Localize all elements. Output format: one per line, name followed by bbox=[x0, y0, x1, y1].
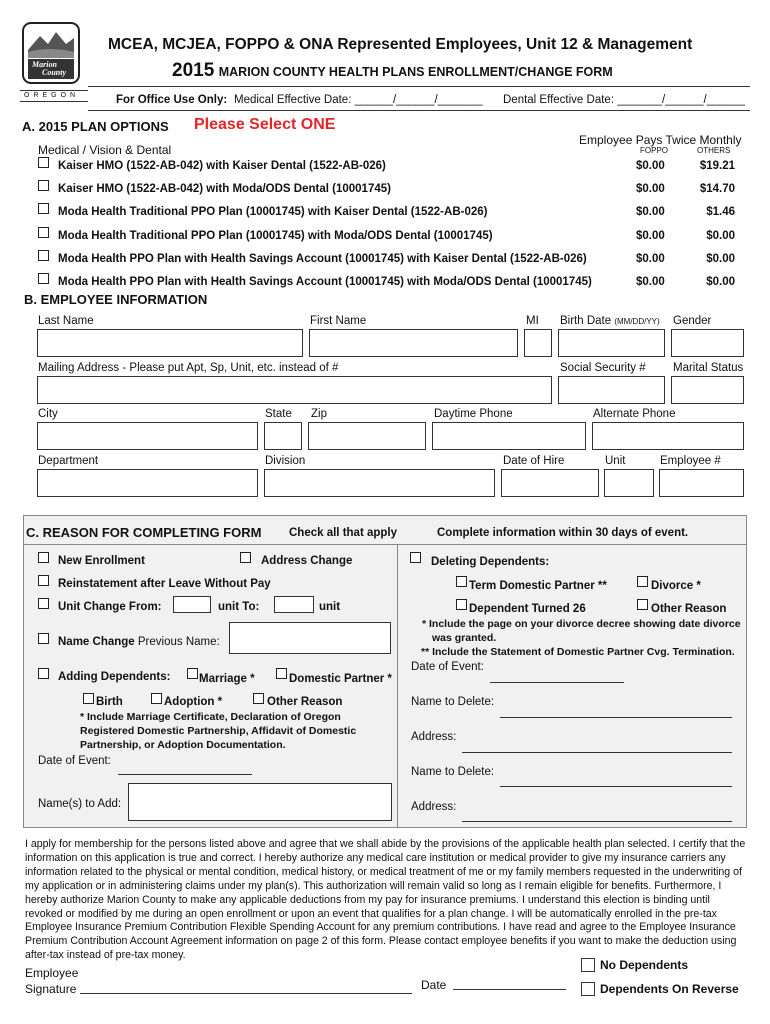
date-of-event-label: Date of Event: bbox=[38, 755, 111, 767]
delete-date-of-event-line[interactable] bbox=[490, 682, 624, 683]
unit-to-label: unit To: bbox=[218, 601, 260, 613]
form-year: 2015 bbox=[172, 60, 215, 81]
adoption-checkbox[interactable] bbox=[151, 693, 162, 704]
name-change-checkbox[interactable] bbox=[38, 633, 49, 644]
dependents-reverse-label: Dependents On Reverse bbox=[600, 982, 739, 996]
dental-effective-date: Dental Effective Date: _______/______/______ bbox=[503, 94, 746, 106]
header-rule bbox=[88, 86, 750, 87]
adding-note-2: Registered Domestic Partnership, Affidavit of Domestic bbox=[80, 725, 357, 737]
deleting-dependents-label: Deleting Dependents: bbox=[431, 556, 550, 568]
unit-to-field[interactable] bbox=[274, 596, 314, 613]
birth-date-label bbox=[560, 315, 660, 327]
division-field[interactable] bbox=[264, 469, 495, 497]
plan-option-name: Moda Health Traditional PPO Plan (10001745) with Kaiser Dental (1522-AB-026) bbox=[58, 206, 488, 218]
plan-option-name: Moda Health PPO Plan with Health Savings Account (10001745) with Moda/ODS Dental (10001745) bbox=[58, 276, 592, 288]
no-dependents-label: No Dependents bbox=[600, 958, 689, 972]
first-name-label: First Name bbox=[310, 315, 367, 327]
name-change-label bbox=[58, 636, 220, 648]
plan-option-checkbox[interactable] bbox=[38, 250, 49, 261]
logo-state: OREGON bbox=[24, 92, 80, 99]
state-field[interactable] bbox=[264, 422, 302, 450]
birth-date-text: Birth Date bbox=[560, 315, 612, 327]
address-label-2: Address: bbox=[411, 801, 457, 813]
term-domestic-partner-label: Term Domestic Partner ** bbox=[469, 580, 607, 592]
authorization-text: I apply for membership for the persons listed above and agree that we shall abide by the provisions of the applicable health plan selected. I certify that the information on this application is true and correct. I hereby authorize any medical care institution or medical provider to give my insurance carriers any information related to the physical or mental condition, medical history, or medical treatment of me or my family members requested in the underwriting of my application or in administering claims under my plan(s). This authorization will remain valid so long as I remain eligible for benefits. Furthermore, I hereby authorize Marion County to make any applicable deductions from my pay for insurance premiums. I understand this election is binding until revoked or modified by me during an open enrollment or upon an event that qualifies for a plan change. I will be automatically enrolled in the pre-tax Employee Insurance Premium Contribution Flexible Spending Account for any premium contributions. I have read and agree to the Employee Insurance Premium Contribution Account Agreement information on page 2 of this form. Please contact employee benefits if you want to make the deduction using after-tax instead of pre-tax money. bbox=[25, 838, 746, 962]
daytime-phone-label: Daytime Phone bbox=[434, 408, 513, 420]
term-domestic-partner-checkbox[interactable] bbox=[456, 576, 467, 587]
logo-text-2: County bbox=[42, 68, 67, 77]
new-enrollment-label: New Enrollment bbox=[58, 555, 145, 567]
adding-note-3: Partnership, or Adoption Documentation. bbox=[80, 739, 286, 751]
divorce-checkbox[interactable] bbox=[637, 576, 648, 587]
marriage-label: Marriage * bbox=[199, 673, 255, 685]
plan-foppo-cost: $0.00 bbox=[636, 206, 665, 218]
check-all-label: Check all that apply bbox=[289, 527, 398, 539]
adding-dependents-label: Adding Dependents: bbox=[58, 671, 171, 683]
dependent-26-checkbox[interactable] bbox=[456, 599, 467, 610]
address-change-label: Address Change bbox=[261, 555, 353, 567]
adding-note-1: * Include Marriage Certificate, Declaration of Oregon bbox=[80, 711, 341, 723]
domestic-partner-label: Domestic Partner * bbox=[289, 673, 392, 685]
employee-label: Employee bbox=[25, 966, 79, 980]
domestic-partner-note: ** Include the Statement of Domestic Partner Cvg. Termination. bbox=[421, 646, 735, 658]
address-change-checkbox[interactable] bbox=[240, 552, 251, 563]
dependent-26-label: Dependent Turned 26 bbox=[469, 603, 586, 615]
unit-change-from-label: Unit Change From: bbox=[58, 601, 162, 613]
date-label: Date bbox=[421, 978, 447, 992]
logo-rule-2 bbox=[20, 101, 88, 102]
signature-label: Signature bbox=[25, 982, 77, 996]
adoption-label: Adoption * bbox=[164, 696, 223, 708]
name-to-delete-label-1: Name to Delete: bbox=[411, 696, 495, 708]
city-label: City bbox=[38, 408, 58, 420]
please-select-one: Please Select ONE bbox=[194, 116, 336, 133]
marion-county-logo bbox=[20, 22, 82, 86]
last-name-label: Last Name bbox=[38, 315, 94, 327]
section-c-divider-h bbox=[23, 544, 747, 545]
zip-label: Zip bbox=[311, 408, 327, 420]
adding-dependents-checkbox[interactable] bbox=[38, 668, 49, 679]
section-c-title: C. REASON FOR COMPLETING FORM bbox=[26, 525, 262, 540]
reinstatement-checkbox[interactable] bbox=[38, 575, 49, 586]
new-enrollment-checkbox[interactable] bbox=[38, 552, 49, 563]
plan-option-name: Moda Health PPO Plan with Health Savings Account (10001745) with Kaiser Dental (1522-AB-026) bbox=[58, 253, 587, 265]
marital-status-label: Marital Status bbox=[673, 362, 744, 374]
plan-option-name: Kaiser HMO (1522-AB-042) with Kaiser Dental (1522-AB-026) bbox=[58, 160, 386, 172]
division-label: Division bbox=[265, 455, 306, 467]
employee-number-label: Employee # bbox=[660, 455, 721, 467]
office-use-label: For Office Use Only: bbox=[116, 94, 228, 106]
last-name-field[interactable] bbox=[37, 329, 303, 357]
form-subtitle: MARION COUNTY HEALTH PLANS ENROLLMENT/CHANGE FORM bbox=[218, 65, 613, 79]
name-to-delete-line-1[interactable] bbox=[500, 717, 732, 718]
col-foppo: FOPPO bbox=[640, 146, 669, 155]
logo-rule bbox=[20, 90, 88, 91]
department-field[interactable] bbox=[37, 469, 258, 497]
gender-field[interactable] bbox=[671, 329, 744, 357]
unit-label: Unit bbox=[605, 455, 626, 467]
city-field[interactable] bbox=[37, 422, 258, 450]
dependents-reverse-checkbox[interactable] bbox=[581, 982, 595, 996]
unit-from-field[interactable] bbox=[173, 596, 211, 613]
name-to-delete-line-2[interactable] bbox=[500, 786, 732, 787]
alternate-phone-field[interactable] bbox=[592, 422, 744, 450]
marital-status-field[interactable] bbox=[671, 376, 744, 404]
marriage-checkbox[interactable] bbox=[187, 668, 198, 679]
plan-foppo-cost: $0.00 bbox=[636, 183, 665, 195]
plan-others-cost: $0.00 bbox=[706, 276, 735, 288]
plan-option-name: Kaiser HMO (1522-AB-042) with Moda/ODS Dental (10001745) bbox=[58, 183, 391, 195]
plan-option-checkbox[interactable] bbox=[38, 273, 49, 284]
department-label: Department bbox=[38, 455, 99, 467]
divorce-note-2: was granted. bbox=[432, 632, 497, 644]
names-to-add-field[interactable] bbox=[128, 783, 392, 821]
state-label: State bbox=[265, 408, 292, 420]
plan-others-cost: $14.70 bbox=[699, 183, 735, 195]
names-to-add-label: Name(s) to Add: bbox=[38, 798, 122, 810]
signature-line[interactable] bbox=[80, 993, 412, 994]
plan-others-cost: $0.00 bbox=[706, 230, 735, 242]
name-change-text: Name Change bbox=[58, 636, 135, 648]
birth-label: Birth bbox=[96, 696, 123, 708]
unit-suffix-label: unit bbox=[319, 601, 341, 613]
plan-others-cost: $19.21 bbox=[699, 160, 735, 172]
reinstatement-label: Reinstatement after Leave Without Pay bbox=[58, 578, 271, 590]
name-to-delete-label-2: Name to Delete: bbox=[411, 766, 495, 778]
plan-option-name: Moda Health Traditional PPO Plan (10001745) with Moda/ODS Dental (10001745) bbox=[58, 230, 493, 242]
logo-text: Marion bbox=[32, 60, 57, 69]
unit-change-checkbox[interactable] bbox=[38, 598, 49, 609]
birth-date-format: (MM/DD/YY) bbox=[614, 317, 660, 326]
other-reason-add-checkbox[interactable] bbox=[253, 693, 264, 704]
plan-others-cost: $1.46 bbox=[706, 206, 735, 218]
delete-date-of-event-label: Date of Event: bbox=[411, 661, 484, 673]
plan-foppo-cost: $0.00 bbox=[636, 230, 665, 242]
plan-foppo-cost: $0.00 bbox=[636, 160, 665, 172]
domestic-partner-checkbox[interactable] bbox=[276, 668, 287, 679]
address-line-2[interactable] bbox=[462, 821, 732, 822]
form-subtitle-row bbox=[172, 60, 613, 82]
col-others: OTHERS bbox=[697, 146, 731, 155]
birth-date-field[interactable] bbox=[558, 329, 665, 357]
other-reason-delete-checkbox[interactable] bbox=[637, 599, 648, 610]
zip-field[interactable] bbox=[308, 422, 426, 450]
date-line[interactable] bbox=[453, 989, 566, 990]
daytime-phone-field[interactable] bbox=[432, 422, 586, 450]
plan-option-checkbox[interactable] bbox=[38, 227, 49, 238]
plan-foppo-cost: $0.00 bbox=[636, 253, 665, 265]
date-of-event-line[interactable] bbox=[118, 774, 252, 775]
complete-info-label: Complete information within 30 days of event. bbox=[437, 527, 689, 539]
plan-foppo-cost: $0.00 bbox=[636, 276, 665, 288]
alternate-phone-label: Alternate Phone bbox=[593, 408, 676, 420]
other-reason-delete-label: Other Reason bbox=[651, 603, 727, 615]
first-name-field[interactable] bbox=[309, 329, 518, 357]
plan-option-checkbox[interactable] bbox=[38, 180, 49, 191]
mailing-address-label: Mailing Address - Please put Apt, Sp, Unit, etc. instead of # bbox=[38, 362, 339, 374]
unit-field[interactable] bbox=[604, 469, 654, 497]
employee-number-field[interactable] bbox=[659, 469, 744, 497]
mi-field[interactable] bbox=[524, 329, 552, 357]
plan-option-checkbox[interactable] bbox=[38, 157, 49, 168]
gender-label: Gender bbox=[673, 315, 712, 327]
divorce-label: Divorce * bbox=[651, 580, 701, 592]
address-label-1: Address: bbox=[411, 731, 457, 743]
section-b-title: B. EMPLOYEE INFORMATION bbox=[24, 292, 208, 307]
date-of-hire-field[interactable] bbox=[501, 469, 599, 497]
address-line-1[interactable] bbox=[462, 752, 732, 753]
plan-option-checkbox[interactable] bbox=[38, 203, 49, 214]
employee-pays-header: Employee Pays Twice Monthly bbox=[579, 133, 742, 147]
ssn-field[interactable] bbox=[558, 376, 665, 404]
header-rule-2 bbox=[88, 110, 750, 111]
mailing-address-field[interactable] bbox=[37, 376, 552, 404]
other-reason-add-label: Other Reason bbox=[267, 696, 343, 708]
divorce-note-1: * Include the page on your divorce decree showing date divorce bbox=[422, 618, 741, 630]
previous-name-text: Previous Name: bbox=[137, 636, 220, 648]
plan-others-cost: $0.00 bbox=[706, 253, 735, 265]
ssn-label: Social Security # bbox=[560, 362, 646, 374]
medical-effective-date: Medical Effective Date: ______/______/_______ bbox=[234, 94, 483, 106]
medical-vision-dental-label: Medical / Vision & Dental bbox=[38, 143, 172, 157]
no-dependents-checkbox[interactable] bbox=[581, 958, 595, 972]
section-c-divider-v bbox=[397, 544, 398, 828]
mi-label: MI bbox=[526, 315, 539, 327]
section-a-title: A. 2015 PLAN OPTIONS bbox=[22, 119, 169, 134]
form-title: MCEA, MCJEA, FOPPO & ONA Represented Employees, Unit 12 & Management bbox=[108, 36, 693, 53]
previous-name-field[interactable] bbox=[229, 622, 391, 654]
deleting-dependents-checkbox[interactable] bbox=[410, 552, 421, 563]
birth-checkbox[interactable] bbox=[83, 693, 94, 704]
date-of-hire-label: Date of Hire bbox=[503, 455, 565, 467]
